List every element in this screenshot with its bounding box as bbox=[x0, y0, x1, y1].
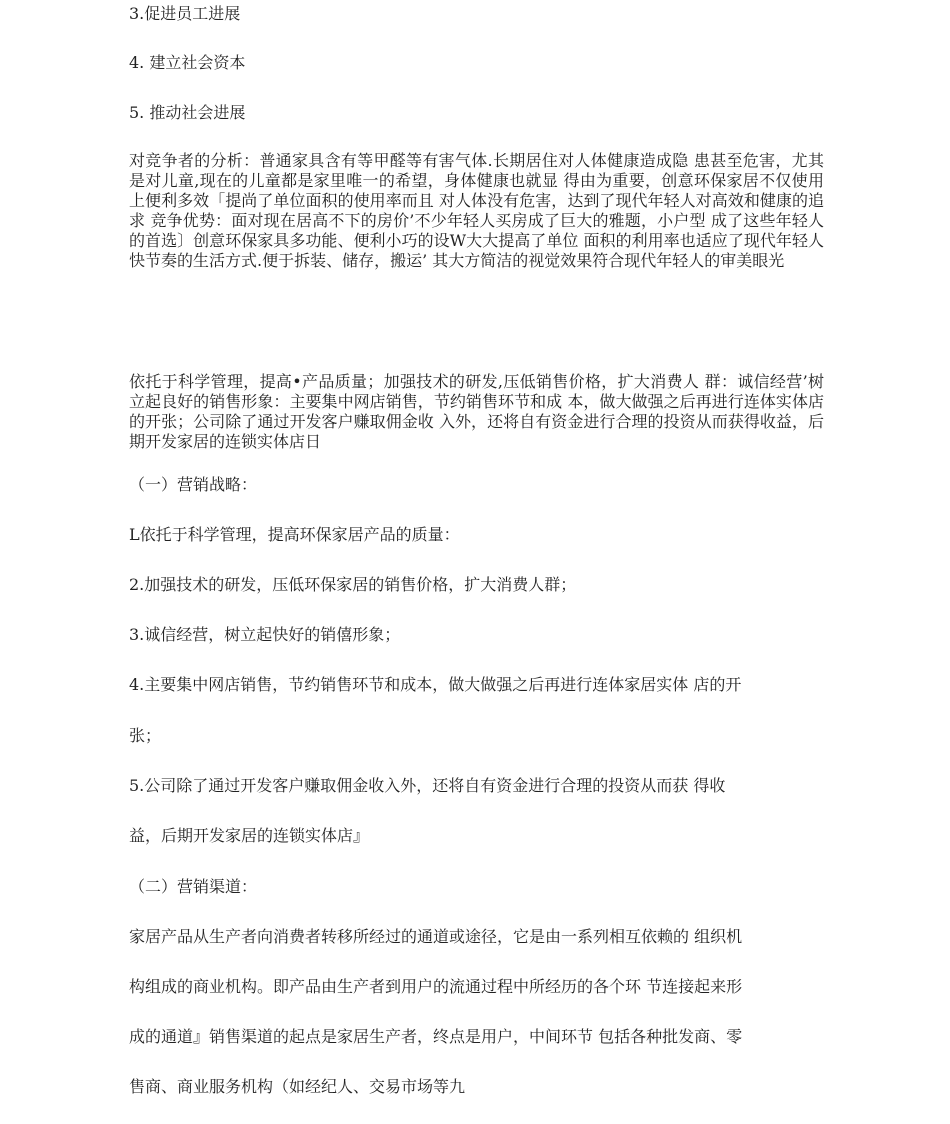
list-item-4: 4. 建立社会资本 bbox=[129, 53, 246, 72]
channel-line-1: 家居产品从生产者向消费者转移所经过的通道或途径，它是由一系列相互依赖的 组织机 bbox=[129, 927, 743, 946]
list-item-3: 3.促进员工进展 bbox=[129, 4, 241, 23]
channel-line-2: 构组成的商业机构。即产品由生产者到用户的流通过程中所经历的各个环 节连接起来形 bbox=[129, 977, 743, 996]
channel-line-3: 成的通道』销售渠道的起点是家居生产者，终点是用户，中间环节 包括各种批发商、零 bbox=[129, 1027, 743, 1046]
strategy-item-2: 2.加强技术的研发，压低环保家居的销售价格，扩大消费人群； bbox=[129, 575, 577, 594]
channel-heading: （二）营销渠道： bbox=[129, 877, 258, 896]
list-item-5: 5. 推动社会进展 bbox=[129, 103, 246, 122]
competitor-analysis-paragraph: 对竞争者的分析：普通家具含有等甲醛等有害气体.长期居住对人体健康造成隐 患甚至危害，尤其是对儿童,现在的儿童都是家里唯一的希望，身体健康也就显 得由为重要，创意环保家居不仅使用上便利多效「提尚了单位面积的使用率而且 对人体没有危害，达到了现代年轻人对高效和健康的追求 竞争优势：面对现在居高不下的房价’不少年轻人买房成了巨大的雅题，小户型 成了这些年轻人的首选〕创意环保家具多功能、便利小巧的设W大大提高了单位 面积的利用率也适应了现代年轻人快节奏的生活方式.便于拆装、储存，搬运’ 其大方简洁的视觉效果符合现代年轻人的审美眼光 bbox=[129, 151, 824, 270]
strategy-item-4-continued: 张； bbox=[129, 726, 162, 745]
strategy-item-4: 4.主要集中网店销售，节约销售环节和成本，做大做强之后再进行连体家居实体 店的开 bbox=[129, 675, 742, 694]
strategy-heading: （一）营销战略： bbox=[129, 475, 258, 494]
channel-line-4: 售商、商业服务机构（如经纪人、交易市场等九 bbox=[129, 1077, 466, 1096]
management-paragraph: 依托于科学管理，提高•产品质量；加强技术的研发,压低销售价格，扩大消费人 群：诚信经营’树立起良好的销售形象：主要集中网店销售，节约销售环节和成 本，做大做强之后再进行连体实体店的开张；公司除了通过开发客户赚取佣金收 入外，还将自有资金进行合理的投资从而获得收益，后期开发家居的连锁实体店日 bbox=[129, 372, 824, 451]
strategy-item-3: 3.诚信经营，树立起快好的销僖形象； bbox=[129, 625, 401, 644]
strategy-item-1: L依托于科学管理，提高环保家居产品的质量： bbox=[129, 525, 460, 544]
strategy-item-5: 5.公司除了通过开发客户赚取佣金收入外，还将自有资金进行合理的投资从而获 得收 bbox=[129, 776, 726, 795]
strategy-item-5-continued: 益，后期开发家居的连锁实体店』 bbox=[129, 826, 370, 845]
